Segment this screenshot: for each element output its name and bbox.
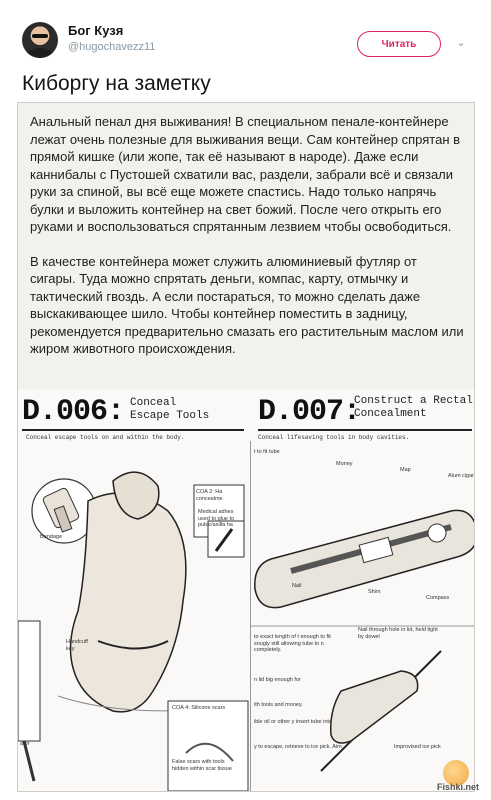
ice-pick-handle xyxy=(331,671,418,743)
left-panel-number: D.006: xyxy=(22,395,125,429)
label-ice-pick: Improvised ice pick xyxy=(394,744,441,750)
label-to-fit: t to fit tube xyxy=(254,449,280,455)
tweet-text: Киборгу на заметку xyxy=(22,72,211,95)
label-exact-length: to exact length of t enough to fit snugly still allowing tube to n completely. xyxy=(254,634,331,653)
label-alum-cigar: Alum cigar xyxy=(448,473,474,479)
label-tools: ith tools and money. xyxy=(254,702,303,708)
label-compass: Compass xyxy=(426,595,450,601)
crouching-figure xyxy=(71,493,186,712)
label-oil: ible oil or other y insert tube into xyxy=(254,719,332,725)
tweet-header xyxy=(0,0,491,62)
right-panel-caption: Conceal lifesaving tools in body cavities. xyxy=(258,434,410,441)
right-illustration xyxy=(251,441,475,792)
right-panel-title-1: Construct a Rectal xyxy=(354,395,473,407)
label-nail-hole: Nail through hole in lid, held tight by dowel xyxy=(358,627,438,640)
watermark-text: Fishki.net xyxy=(437,782,480,792)
scan-paragraph-2: В качестве контейнера может служить алюминиевый футляр от сигары. Туда можно спрятать деньги, компас, карту, отмычку и тактический гвоздь. А если постараться, то можно сделать даже выскакивающее шило. Чтобы контейнер поместить в задницу, рекомендуется предварительно смазать его растительным маслом или жиром животного происхождения. xyxy=(30,253,464,356)
avatar-suit xyxy=(26,48,54,58)
avatar[interactable] xyxy=(22,22,58,58)
left-panel-title-1: Conceal xyxy=(130,397,177,409)
author-handle[interactable]: @hugochavezz11 xyxy=(68,41,156,53)
avatar-glasses xyxy=(32,34,48,38)
scanned-text xyxy=(30,113,466,375)
label-handcuff: Handcuff key xyxy=(66,639,88,652)
coa4-box xyxy=(168,701,248,791)
label-nail: Nail xyxy=(292,583,302,589)
label-map: Map xyxy=(400,467,411,473)
label-ator: ator xyxy=(20,741,30,747)
label-coa4: COA 4: Silicone scars xyxy=(172,705,226,711)
label-escape: y to escape, retrieve to ice pick. Aim xyxy=(254,744,342,750)
label-bandage: Bandage xyxy=(40,534,63,540)
comic-illustration xyxy=(18,389,475,792)
left-panel-title-2: Escape Tools xyxy=(130,410,210,422)
chevron-down-icon[interactable]: ⌄ xyxy=(456,37,466,49)
label-medical: Medical adhes used to glue to pubic/axilla ha xyxy=(198,509,235,528)
compass-shape xyxy=(428,524,446,542)
label-shim: Shim xyxy=(368,589,381,595)
left-panel-rule xyxy=(22,429,244,431)
scan-paragraph-1: Анальный пенал дня выживания! В специальном пенале-контейнере лежат очень полезные для выживания вещи. Сам контейнер спрятан в прямой кишке (или жопе, так её называют в народе). Даже если каннибалы с Пустошей схватили вас, раздели, забрали всё и связали руки за спиной, вы всё еще можете спастись. Надо только напрячь булки и выложить контейнер на свет божий. После чего открыть его руками и воспользоваться спрятанным лезвием чтобы освободиться. xyxy=(30,114,461,234)
right-panel-rule xyxy=(258,429,472,431)
label-coa2-cont: concealme xyxy=(196,496,223,502)
author-name[interactable]: Бог Кузя xyxy=(68,23,124,38)
label-coa2: COA 2: Ha xyxy=(196,489,223,495)
follow-button[interactable]: Читать xyxy=(357,31,441,57)
left-panel-caption: Conceal escape tools on and within the body. xyxy=(26,434,185,441)
label-money: Money xyxy=(336,461,353,467)
watermark xyxy=(437,760,485,790)
tweet-image[interactable] xyxy=(17,102,475,792)
right-panel-title-2: Concealment xyxy=(354,408,427,420)
right-panel-number: D.007: xyxy=(258,395,361,429)
label-false-scars: False scars with tools hidden within scar tissue xyxy=(172,759,232,772)
left-edge-inset xyxy=(18,621,40,741)
label-lid: n lid big enough for xyxy=(254,677,301,683)
